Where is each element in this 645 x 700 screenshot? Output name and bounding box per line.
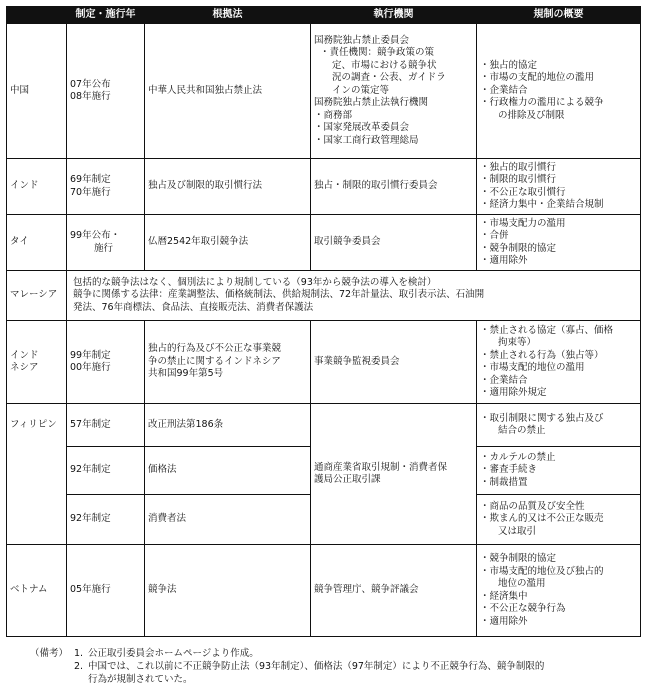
agency-cell [311,545,477,637]
note-number: 2. [74,661,84,672]
notes [30,647,608,686]
text-line: 況の調査・公表、ガイドラ [332,72,446,84]
overview-cell [477,24,641,159]
text-line: の排除及び制限 [498,109,565,121]
text-line: インの策定等 [332,84,390,96]
law-cell: 価格法 [145,447,311,495]
year-cell: 05年施行 [67,545,145,637]
law-cell: 独占的行為及び不公正な事業競 争の禁止に関するインドネシア 共和国99年第5号 [145,321,311,404]
law-cell: 競争法 [145,545,311,637]
law-cell: 消費者法 [145,495,311,545]
year-cell: 92年制定 [67,447,145,495]
malaysia-note-cell: 包括的な競争法はなく、個別法により規制している（93年から競争法の導入を検討） 競争に関係する法律：産業調整法、価格統制法、供給規制法、72年計量法、取引表示法、石油開 発法、76年商標法、食品法、直接販売法、消費者保護法 [67,271,641,321]
table-row [7,271,641,321]
note-text: 公正取引委員会ホームページより作成。 [88,648,259,659]
text-line: ・制裁措置 [480,476,528,488]
text-line: ・適用除外 [480,255,528,266]
text-line: ・適用除外 [480,615,528,627]
overview-cell [477,404,641,447]
year-cell: 99年公布・ 施行 [67,215,145,271]
text-line: ・経済力集中・企業結合規制 [480,199,604,210]
text-line: ・市場支配的地位及び独占的 [480,565,604,577]
text-line: ・競争制限的協定 [480,553,557,564]
agency-cell [311,404,477,545]
text-line: 国務院独占禁止法執行機関 [314,97,429,109]
overview-cell [477,215,641,271]
agency-cell [311,24,477,159]
text-line: 独占・制限的取引慣行委員会 [314,180,438,192]
text-line: ・不公正な競争行為 [480,603,566,614]
header-year: 制定・施行年 [67,7,145,24]
text-line: ・独占的取引慣行 [480,161,557,173]
text-line: 事業競争監視委員会 [314,355,400,367]
text-line: ・取引制限に関する独占及び [480,412,604,424]
agency-cell [311,159,477,215]
text-line: ・審査手続き [480,464,538,476]
text-line: 護局公正取引課 [314,474,381,485]
overview-cell [477,447,641,495]
country-cell: フィリピン [7,404,67,545]
text-line: 競争管理庁、競争評議会 [314,584,419,596]
year-cell: 07年公布 08年施行 [67,24,145,159]
text-line: ・合併 [480,230,509,241]
year-cell: 92年制定 [67,495,145,545]
notes-label: （備考） [30,648,69,659]
text-line: ・市場支配的地位の濫用 [480,362,585,373]
overview-cell [477,159,641,215]
text-line: ・適用除外規定 [480,387,547,398]
text-line: ・欺まん的又は不公正な販売 [480,513,604,525]
agency-cell [311,215,477,271]
note-number: 1. [74,648,84,659]
text-line: 通商産業省取引規制・消費者保 [314,461,448,473]
text-line: ・カルテルの禁止 [480,451,556,463]
law-cell: 改正刑法第186条 [145,404,311,447]
law-cell: 中華人民共和国独占禁止法 [145,24,311,159]
text-line: ・市場の支配的地位の濫用 [480,72,595,84]
note-text: 中国では、これ以前に不正競争防止法（93年制定）、価格法（97年制定）により不正競争行為、競争制限的 行為が規制されていた。 [88,661,545,685]
year-cell: 69年制定 70年施行 [67,159,145,215]
table-row [7,24,641,159]
text-line: ・国家工商行政管理総局 [314,134,419,146]
country-cell: タイ [7,215,67,271]
country-cell: 中国 [7,24,67,159]
country-cell: インド [7,159,67,215]
year-cell: 57年制定 [67,404,145,447]
text-line: 地位の濫用 [498,578,546,589]
law-cell: 仏暦2542年取引競争法 [145,215,311,271]
header-agency: 執行機関 [311,7,477,24]
table-row [7,215,641,271]
text-line: ・競争制限的協定 [480,242,557,254]
text-line: 結合の禁止 [498,425,546,436]
overview-cell [477,545,641,637]
text-line: ・禁止される行為（独占等） [480,349,604,361]
text-line: ・経済集中 [480,590,528,602]
table-row [7,545,641,637]
text-line: ・国家発展改革委員会 [314,122,410,134]
table-row [7,159,641,215]
text-line: 拘束等） [498,337,537,348]
text-line: 定、市場における競争状 [332,59,437,71]
year-cell: 99年制定 00年施行 [67,321,145,404]
text-line: ・不公正な取引慣行 [480,186,566,198]
text-line: ・企業結合 [480,374,528,386]
law-cell: 独占及び制限的取引慣行法 [145,159,311,215]
agency-cell [311,321,477,404]
text-line: ・企業結合 [480,84,528,96]
header-country [7,7,67,24]
header-overview: 規制の概要 [477,7,641,24]
text-line: 国務院独占禁止委員会 [314,34,410,46]
text-line: ・独占的協定 [480,59,538,71]
text-line: ・制限的取引慣行 [480,174,557,185]
table-row [7,404,641,447]
text-line: ・行政権力の濫用による競争 [480,97,604,109]
note-item [30,660,608,686]
country-cell: ベトナム [7,545,67,637]
text-line: 取引競争委員会 [314,236,381,248]
header-law: 根拠法 [145,7,311,24]
country-cell: インド ネシア [7,321,67,404]
competition-law-table [6,6,641,637]
text-line: 又は取引 [498,525,537,537]
text-line: ・商品の品質及び安全性 [480,500,585,512]
overview-cell [477,321,641,404]
overview-cell [477,495,641,545]
table-header-row [7,7,641,24]
text-line: ・商務部 [314,109,353,121]
text-line: ・責任機関：競争政策の策 [320,47,435,59]
table-row [7,321,641,404]
text-line: ・市場支配力の濫用 [480,217,566,229]
country-cell: マレーシア [7,271,67,321]
note-item [30,647,608,660]
text-line: ・禁止される協定（寡占、価格 [480,324,614,336]
